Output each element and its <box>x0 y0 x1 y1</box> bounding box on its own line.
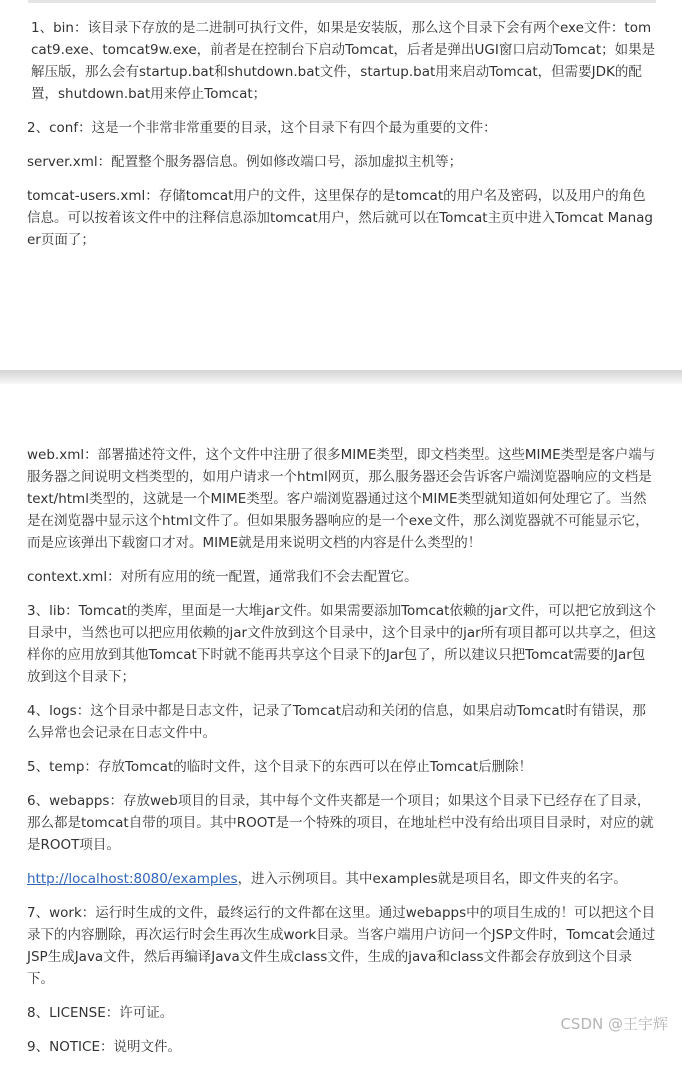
paragraph-temp: 5、temp：存放Tomcat的临时文件，这个目录下的东西可以在停止Tomcat后删除！ <box>27 759 533 775</box>
paragraph-notice: 9、NOTICE：说明文件。 <box>27 1039 181 1055</box>
csdn-watermark: CSDN @王宇辉 <box>560 1015 668 1033</box>
paragraph-work: 7、work：运行时生成的文件，最终运行的文件都在这里。通过webapps中的项目生成的！可以把这个目录下的内容删除，再次运行时会生再次生成work目录。当客户端用户访问一个JSP文件时，Tomcat会通过JSP生成Java文件，然后再编译Java文件生成class文件，生成的java和class文件都会存放到这个目录下。 <box>27 905 656 987</box>
paragraph-license: 8、LICENSE：许可证。 <box>27 1005 174 1021</box>
document-page-1 <box>27 17 657 263</box>
paragraph-conf: 2、conf：这是一个非常非常重要的目录，这个目录下有四个最为重要的文件： <box>27 120 497 136</box>
paragraph-context-xml: context.xml：对所有应用的统一配置，通常我们不会去配置它。 <box>27 569 418 585</box>
paragraph-web-xml: web.xml：部署描述符文件，这个文件中注册了很多MIME类型，即文档类型。这些MIME类型是客户端与服务器之间说明文档类型的，如用户请求一个html网页，那么服务器还会告诉客户端浏览器响应的文档是text/html类型的，这就是一个MIME类型。客户端浏览器通过这个MIME类型就知道如何处理它了。当然是在浏览器中显示这个html文件了。但如果服务器响应的是一个exe文件，那么浏览器就不可能显示它，而是应该弹出下载窗口才对。MIME就是用来说明文档的内容是什么类型的！ <box>27 447 656 551</box>
examples-text: ，进入示例项目。其中examples就是项目名，即文件夹的名字。 <box>237 871 627 887</box>
paragraph-lib: 3、lib：Tomcat的类库，里面是一大堆jar文件。如果需要添加Tomcat依赖的jar文件，可以把它放到这个目录中，当然也可以把应用依赖的jar文件放到这个目录中，这个目录中的jar所有项目都可以共享之，但这样你的应用放到其他Tomcat下时就不能再共享这个目录下的Jar包了，所以建议只把Tomcat需要的Jar包放到这个目录下； <box>27 603 657 685</box>
paragraph-logs: 4、logs：这个目录中都是日志文件，记录了Tomcat启动和关闭的信息，如果启动Tomcat时有错误，那么异常也会记录在日志文件中。 <box>27 703 646 741</box>
paragraph-bin: 1、bin：该目录下存放的是二进制可执行文件，如果是安装版，那么这个目录下会有两个exe文件：tomcat9.exe、tomcat9w.exe，前者是在控制台下启动Tomcat，后者是弹出UGI窗口启动Tomcat；如果是解压版，那么会有startup.bat和shutdown.bat文件，startup.bat用来启动Tomcat，但需要JDK的配置，shutdown.bat用来停止Tomcat； <box>31 20 656 102</box>
paragraph-tomcat-users-xml: tomcat-users.xml：存储tomcat用户的文件，这里保存的是tomcat的用户名及密码，以及用户的角色信息。可以按着该文件中的注释信息添加tomcat用户，然后就可以在Tomcat主页中进入Tomcat Manager页面了； <box>27 188 654 248</box>
document-page-2 <box>27 444 657 1070</box>
page-separator <box>0 370 682 384</box>
examples-link[interactable]: http://localhost:8080/examples <box>27 871 238 887</box>
paragraph-webapps: 6、webapps：存放web项目的目录，其中每个文件夹都是一个项目；如果这个目录下已经存在了目录，那么都是tomcat自带的项目。其中ROOT是一个特殊的项目，在地址栏中没有给出项目目录时，对应的就是ROOT项目。 <box>27 793 654 853</box>
paragraph-examples <box>27 868 657 890</box>
top-divider <box>28 0 656 3</box>
paragraph-server-xml: server.xml：配置整个服务器信息。例如修改端口号，添加虚拟主机等； <box>27 154 463 170</box>
